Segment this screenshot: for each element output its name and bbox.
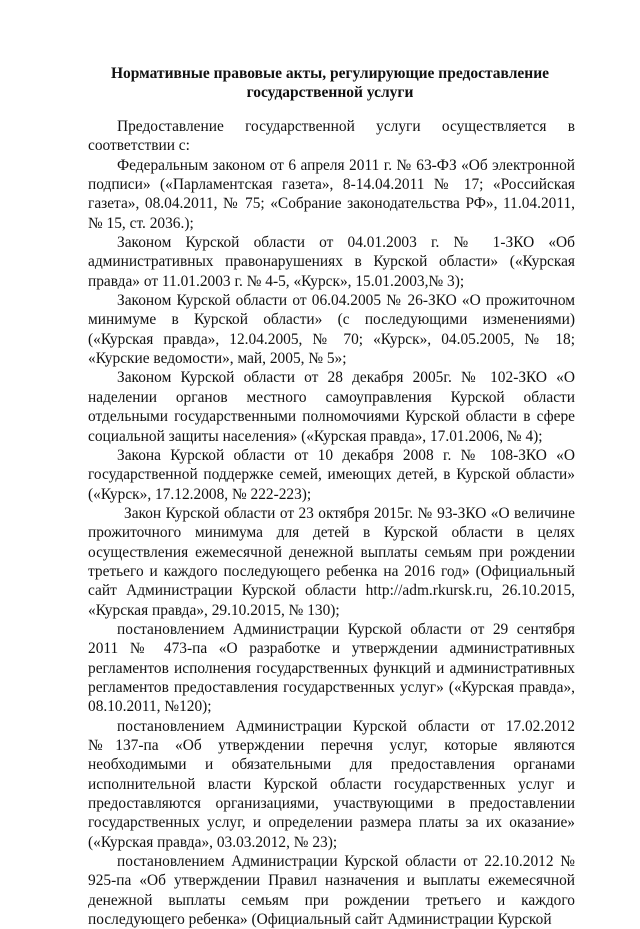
paragraph-resolution-925-pa: постановлением Администрации Курской области от 22.10.2012 № 925-па «Об утверждении Правил назначения и выплаты ежемесячной денежной выплаты семьям при рождении третьего и каждого последующего ребенка» (Официальный сайт Администрации Курской <box>88 853 575 929</box>
paragraph-law-1-zko: Законом Курской области от 04.01.2003 г. № 1-ЗКО «Об административных правонарушениях в Курской области» («Курская правда» от 11.01.2003 г. № 4-5, «Курск», 15.01.2003,№ 3); <box>88 234 575 290</box>
document-title: Нормативные правовые акты, регулирующие предоставление государственной услуги <box>110 65 550 101</box>
paragraph-law-108-zko: Закона Курской области от 10 декабря 2008 г. № 108-ЗКО «О государственной поддержке семей, имеющих детей, в Курской области» («Курск», 17.12.2008, № 222-223); <box>88 446 575 503</box>
paragraph-law-26-zko: Законом Курской области от 06.04.2005 № 26-ЗКО «О прожиточном минимуме в Курской области» (с последующими изменениями) («Курская правда», 12.04.2005, № 70; «Курск», 04.05.2005, № 18; «Курские ведомости», май, 2005, № 5»; <box>88 292 575 368</box>
paragraph-law-93-zko: Закон Курской области от 23 октября 2015г. № 93-ЗКО «О величине прожиточного минимума для детей в Курской области в целях осуществления ежемесячной денежной выплаты семьям при рождении третьего и каждого последующего ребенка на 2016 год» (Официальный сайт Администрации Курской области http://adm.rkursk.ru, 26.10.2015, «Курская правда», 29.10.2015, № 130); <box>88 504 575 619</box>
paragraph-resolution-473-pa: постановлением Администрации Курской области от 29 сентября 2011 № 473-па «О разработке и утверждении административных регламентов исполнения государственных функций и административных регламентов предоставления государственных услуг» («Курская правда», 08.10.2011, №120); <box>88 620 575 716</box>
paragraph-law-102-zko: Законом Курской области от 28 декабря 2005г. № 102-ЗКО «О наделении органов местного самоуправления Курской области отдельными государственными полномочиями Курской области в сфере социальной защиты населения» («Курская правда», 17.01.2006, № 4); <box>88 369 575 445</box>
paragraph-intro: Предоставление государственной услуги осуществляется в соответствии с: <box>88 118 575 155</box>
paragraph-federal-law-63: Федеральным законом от 6 апреля 2011 г. № 63-ФЗ «Об электронной подписи» («Парламентская газета», 8-14.04.2011 № 17; «Российская газета», 08.04.2011, № 75; «Собрание законодательства РФ», 11.04.2011, № 15, ст. 2036.); <box>88 156 575 232</box>
document-body <box>88 117 575 929</box>
paragraph-resolution-137-pa: постановлением Администрации Курской области от 17.02.2012 №137-па «Об утверждении перечня услуг, которые являются необходимыми и обязательными для предоставления органами исполнительной власти Курской области государственных услуг и предоставляются организациями, участвующими в предоставлении государственных услуг, и определении размера платы за их оказание» («Курская правда», 03.03.2012, № 23); <box>88 717 575 851</box>
